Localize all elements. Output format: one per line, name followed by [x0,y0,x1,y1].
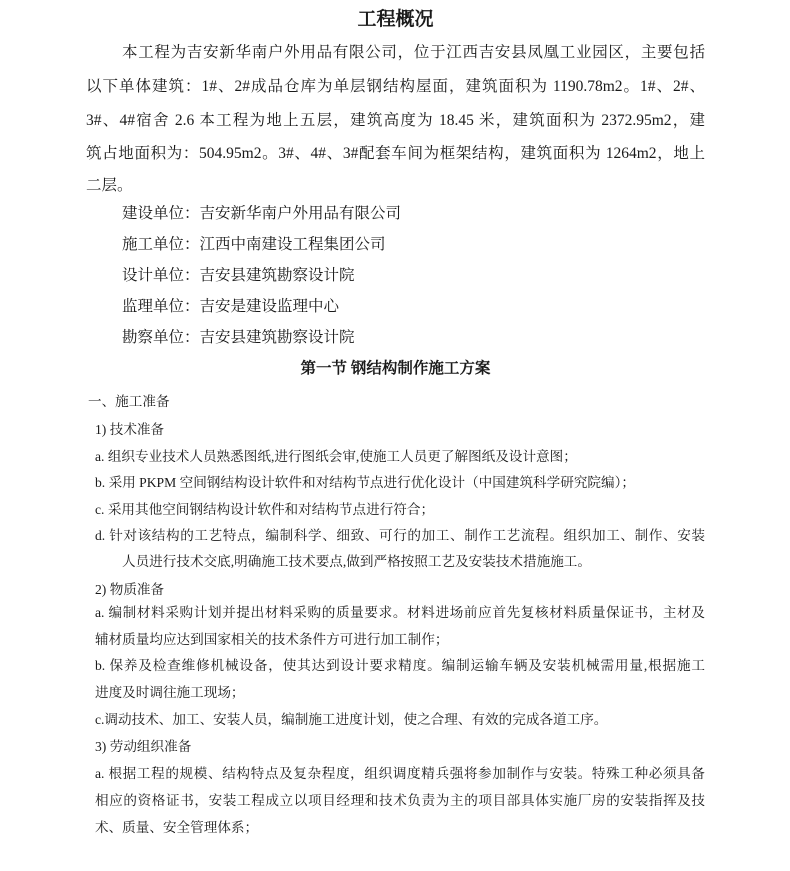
list-item-continuation: 辅材质量均应达到国家相关的技术条件方可进行加工制作； [95,632,449,647]
list-item: c.调动技术、加工、安装人员，编制施工进度计划，使之合理、有效的完成各道工序。 [95,712,608,727]
list-item: a. 组织专业技术人员熟悉图纸,进行图纸会审,使施工人员更了解图纸及设计意图； [95,449,577,464]
unit-designer: 设计单位：吉安县建筑勘察设计院 [122,267,355,284]
section-heading: 第一节 钢结构制作施工方案 [300,360,491,377]
list-item: b. 采用 PKPM 空间钢结构设计软件和对结构节点进行优化设计（中国建筑科学研究院编）； [95,475,635,490]
overview-line: 二层。 [86,177,133,194]
list-item-continuation: 术、质量、安全管理体系； [95,820,259,835]
unit-contractor: 施工单位：江西中南建设工程集团公司 [122,236,386,253]
list-item: a. 编制材料采购计划并提出材料采购的质量要求。材料进场前应首先复核材料质量保证书，主材及 [95,605,705,620]
list-item-continuation: 进度及时调往施工现场； [95,685,245,700]
part-heading: 一、施工准备 [88,394,170,409]
subsection-heading-technical: 1) 技术准备 [95,422,165,437]
list-item: c. 采用其他空间钢结构设计软件和对结构节点进行符合； [95,502,435,517]
unit-construction-owner: 建设单位：吉安新华南户外用品有限公司 [122,205,402,222]
list-item-continuation: 相应的资格证书，安装工程成立以项目经理和技术负责为主的项目部具体实施厂房的安装指挥及技 [95,793,705,808]
subsection-heading-material: 2) 物质准备 [95,582,165,597]
overview-line: 以下单体建筑：1#、2#成品仓库为单层钢结构屋面，建筑面积为 1190.78m2。1#、2#、 [86,78,705,95]
unit-surveyor: 勘察单位：吉安县建筑勘察设计院 [122,329,355,346]
list-item: b. 保养及检查维修机械设备，使其达到设计要求精度。编制运输车辆及安装机械需用量,根据施工 [95,658,705,673]
overview-line: 筑占地面积为：504.95m2。3#、4#、3#配套车间为框架结构，建筑面积为 1264m2，地上 [86,145,705,162]
page-title: 工程概况 [357,9,434,30]
list-item: d. 针对该结构的工艺特点，编制科学、细致、可行的加工、制作工艺流程。组织加工、制作、安装 [95,528,705,543]
subsection-heading-labor: 3) 劳动组织准备 [95,739,192,754]
unit-supervisor: 监理单位：吉安是建设监理中心 [122,298,340,315]
list-item-continuation: 人员进行技术交底,明确施工技术要点,做到严格按照工艺及安装技术措施施工。 [122,554,591,569]
overview-line: 本工程为吉安新华南户外用品有限公司，位于江西吉安县凤凰工业园区，主要包括 [122,44,705,61]
overview-line: 3#、4#宿舍 2.6 本工程为地上五层，建筑高度为 18.45 米，建筑面积为 2372.95m2，建 [86,112,705,129]
list-item: a. 根据工程的规模、结构特点及复杂程度，组织调度精兵强将参加制作与安装。特殊工种必须具备 [95,766,705,781]
